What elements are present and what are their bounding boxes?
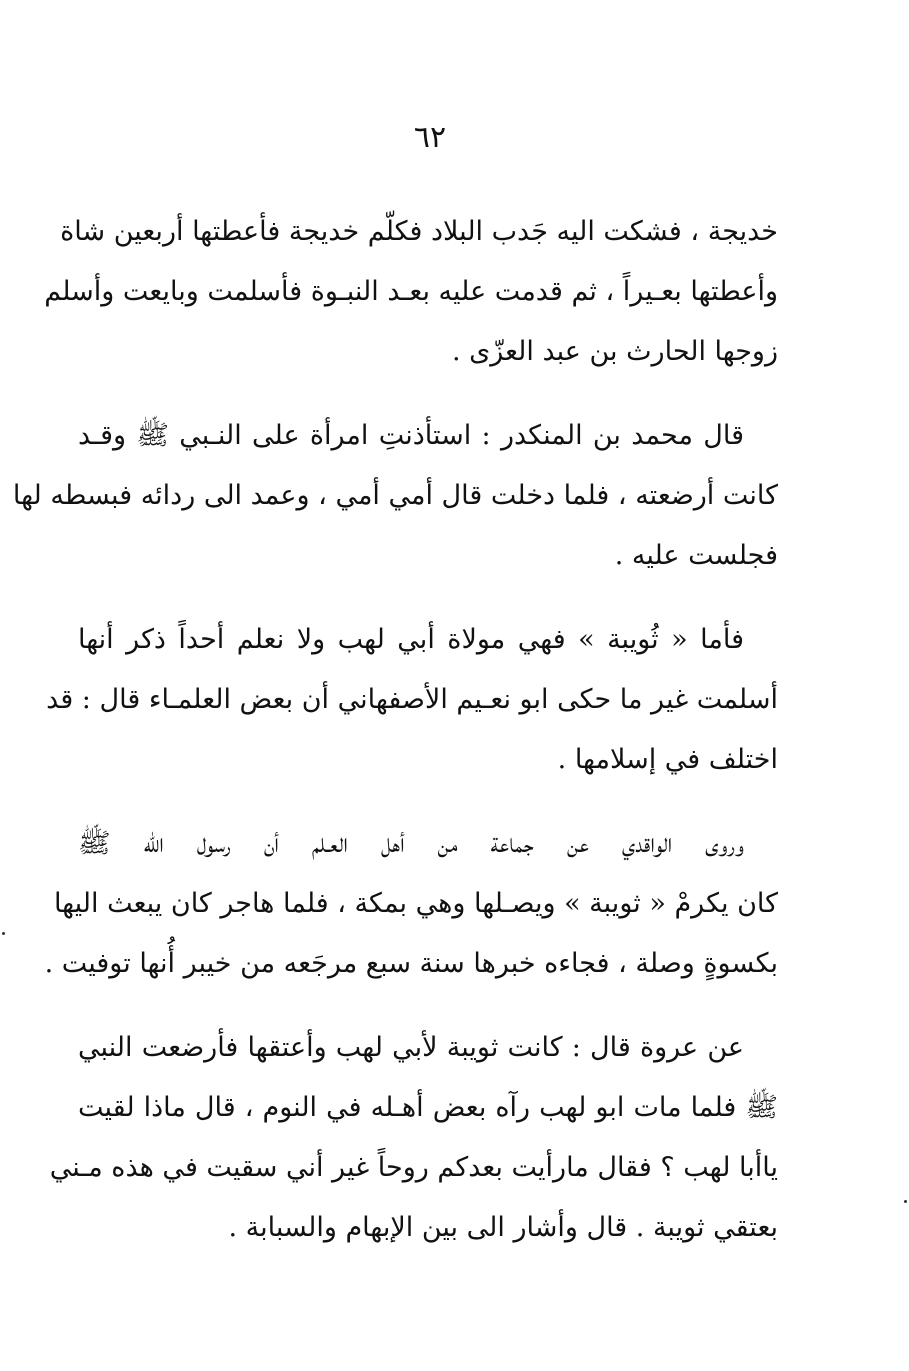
text-line: كانت أرضعته ، فلما دخلت قال أمي أمي ، وعمد الى ردائه فبسطه لها <box>12 480 778 511</box>
paragraph-2 <box>12 406 778 586</box>
text-line-content: وروى الواقدي عن جماعة من أهل العـلم أن رسول الله ﷺ <box>78 828 744 859</box>
paragraph-4 <box>44 814 778 994</box>
paragraph-3 <box>46 610 778 790</box>
paragraph-5 <box>49 1018 778 1258</box>
text-line: زوجها الحارث بن عبد العزّى . <box>451 336 778 367</box>
text-line: اختلف في إسلامها . <box>557 744 778 775</box>
text-line: ياأبا لهب ؟ فقال مارأيت بعدكم روحاً غير أني سقيت في هذه مـني <box>49 1152 778 1183</box>
text-line <box>78 814 778 874</box>
paragraph-1 <box>44 202 778 382</box>
text-line <box>78 406 778 466</box>
text-line: ﷺ فلما مات ابو لهب رآه بعض أهـله في النوم ، قال ماذا لقيت <box>78 1092 778 1123</box>
text-line <box>78 1018 778 1078</box>
text-line: كان يكرمْ « ثويبة » ويصـلها وهي بمكة ، فلما هاجر كان يبعث اليها <box>53 888 778 919</box>
text-line: بكسوةٍ وصلة ، فجاءه خبرها سنة سبع مرجَعه من خيبر أُنها توفيت . <box>44 948 778 979</box>
text-line: وأعطتها بعـيراً ، ثم قدمت عليه بعـد النبـوة فأسلمت وبايعت وأسلم <box>44 276 778 307</box>
body-text <box>12 202 778 1282</box>
text-line: فجلست عليه . <box>614 540 778 571</box>
scan-speck <box>904 1200 907 1203</box>
text-line-content: عن عروة قال : كانت ثويبة لأبي لهب وأعتقها فأرضعت النبي <box>78 1032 744 1063</box>
text-line: أسلمت غير ما حكى ابو نعـيم الأصفهاني أن بعض العلمـاء قال : قد <box>46 684 778 715</box>
text-line-content: فأما « ثُويبة » فهي مولاة أبي لهب ولا نعلم أحداً ذكر أنها <box>78 624 744 655</box>
text-line-content: قال محمد بن المنكدر : استأذنتِ امرأة على النـبي ﷺ وقـد <box>78 420 744 451</box>
text-line <box>78 610 778 670</box>
text-line: بعتقي ثويبة . قال وأشار الى بين الإبهام والسبابة . <box>228 1212 778 1243</box>
text-line: خديجة ، فشكت اليه جَدب البلاد فكلّم خديجة فأعطتها أربعين شاة <box>60 216 778 247</box>
page-number: ٦٢ <box>413 120 447 155</box>
scan-speck <box>2 932 5 935</box>
